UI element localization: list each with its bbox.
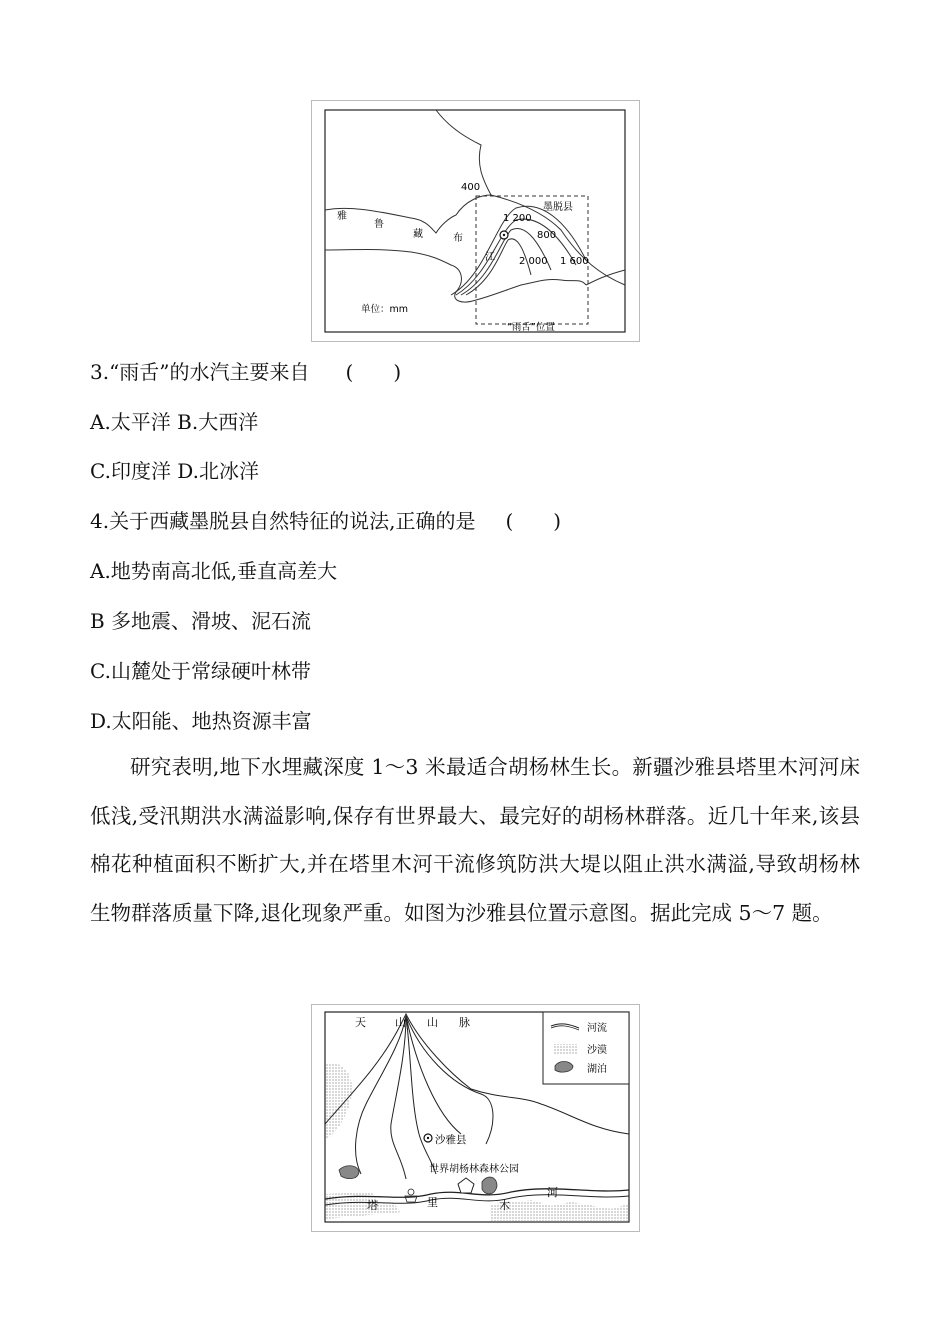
question-4-stem <box>90 505 561 534</box>
box-caption: “雨舌”位置 <box>507 322 555 333</box>
question-4-text: 4.关于西藏墨脱县自然特征的说法,正确的是 <box>90 509 476 533</box>
question-3-stem <box>90 356 401 385</box>
river-char: 木 <box>499 1199 510 1212</box>
question-3-options-1: A.太平洋 B.大西洋 <box>90 410 259 434</box>
river-char: 塔 <box>367 1199 378 1212</box>
label-1200: 1 200 <box>503 213 532 224</box>
unit-label: 单位：mm <box>361 304 409 315</box>
river-char: 雅 <box>337 211 347 222</box>
legend-desert-label: 沙漠 <box>587 1045 607 1056</box>
river-char: 鲁 <box>374 219 384 230</box>
mountain-char: 山 <box>395 1016 406 1029</box>
answer-bracket: ( ) <box>505 509 562 533</box>
river-char: 布 <box>453 233 463 244</box>
question-3-options-2: C.印度洋 D.北冰洋 <box>90 459 259 483</box>
label-county: 墨脱县 <box>543 202 573 213</box>
label-2000: 2 000 <box>519 256 548 267</box>
lake-icon <box>482 1177 497 1194</box>
lake-icon <box>339 1166 359 1179</box>
label-400: 400 <box>461 182 481 193</box>
legend-river-label: 河流 <box>587 1023 607 1034</box>
legend-desert-icon <box>553 1044 577 1054</box>
mountain-char: 天 <box>355 1016 366 1029</box>
legend-lake-label: 湖泊 <box>587 1064 607 1075</box>
mountain-char: 脉 <box>459 1016 470 1029</box>
legend-lake-icon <box>555 1062 573 1073</box>
label-800: 800 <box>537 230 557 241</box>
answer-bracket: ( ) <box>345 360 402 384</box>
county-label: 沙雅县 <box>435 1134 467 1146</box>
question-4-option-a: A.地势南高北低,垂直高差大 <box>90 559 338 583</box>
park-label: 世界胡杨林森林公园 <box>429 1164 519 1175</box>
county-marker-dot-icon <box>503 234 505 236</box>
county-marker-dot-icon <box>427 1137 429 1139</box>
rain-tongue-map <box>311 100 640 342</box>
question-4-option-d: D.太阳能、地热资源丰富 <box>90 709 312 733</box>
shaya-location-map <box>311 1004 640 1232</box>
label-1600: 1 600 <box>560 256 589 267</box>
river-char: 江 <box>485 252 495 263</box>
question-4-option-b: B 多地震、滑坡、泥石流 <box>90 609 312 633</box>
question-3-text: 3.“雨舌”的水汽主要来自 <box>90 360 310 384</box>
river-char: 河 <box>547 1186 558 1199</box>
river-char: 里 <box>427 1196 438 1209</box>
question-4-option-c: C.山麓处于常绿硬叶林带 <box>90 659 311 683</box>
river-char: 藏 <box>413 229 423 240</box>
mountain-char: 山 <box>427 1016 438 1029</box>
reading-passage: 研究表明,地下水埋藏深度 1～3 米最适合胡杨林生长。新疆沙雅县塔里木河河床低浅,受汛期洪水满溢影响,保存有世界最大、最完好的胡杨林群落。近几十年来,该县棉花种植面积不断扩大,并在塔里木河干流修筑防洪大堤以阻止洪水满溢,导致胡杨林生物群落质量下降,退化现象严重。如图为沙雅县位置示意图。据此完成 5～7 题。 <box>90 755 860 925</box>
